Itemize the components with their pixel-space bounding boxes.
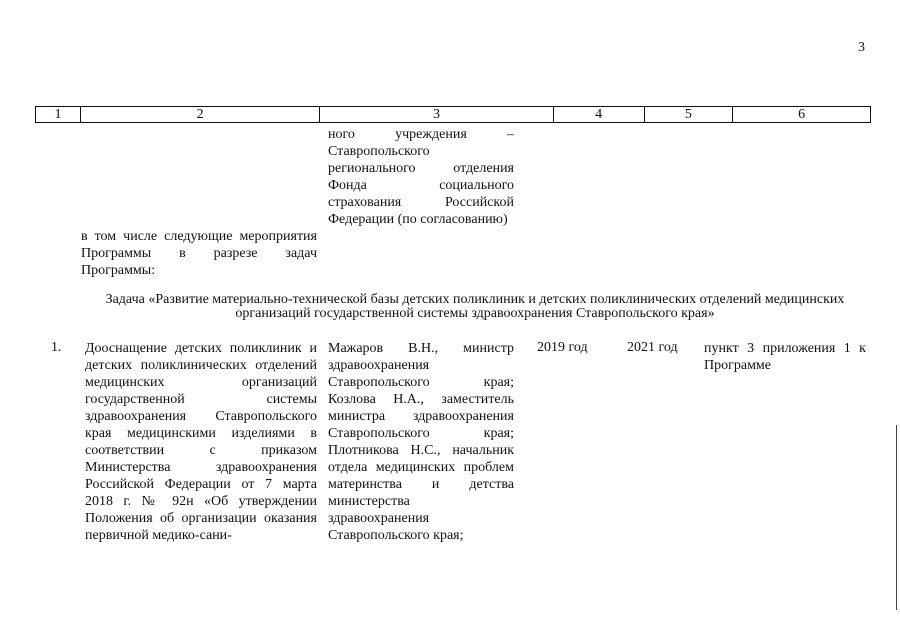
header-cell-2: 2 — [81, 107, 320, 122]
header-cell-3: 3 — [320, 107, 553, 122]
scan-edge-line — [896, 425, 897, 610]
continued-executor-text: ного учреждения – Ставропольского регионального отделения Фонда социального страхования Российской Федерации (по согласованию) — [328, 127, 514, 227]
row-end-year: 2021 год — [627, 340, 678, 355]
row-number: 1. — [51, 340, 62, 355]
header-cell-6: 6 — [798, 107, 806, 122]
row-start-year: 2019 год — [537, 340, 588, 355]
page-number: 3 — [858, 40, 865, 55]
table-header-row — [35, 106, 871, 123]
row-description: Дооснащение детских поликлиник и детских поликлинических отделений медицинских организаций государственной системы здравоохранения Ставропольского края медицинскими изделиями в соответствии с приказом Министерства здравоохранения Российской Федерации от 7 марта 2018 г. № 92н «Об утверждении Положения об организации оказания первичной медико-сани- — [85, 341, 317, 543]
header-cell-4: 4 — [554, 107, 645, 122]
including-measures-text: в том числе следующие мероприятия Программы в разрезе задач Программы: — [81, 229, 317, 278]
task-heading: Задача «Развитие материально-технической базы детских поликлиник и детских поликлинических отделений медицинских организаций государственной системы здравоохранения Ставропольского края» — [105, 292, 845, 321]
row-executors: Мажаров В.Н., министр здравоохранения Ставропольского края; Козлова Н.А., заместитель министра здравоохранения Ставропольского края; Плотникова Н.С., начальник отдела медицинских проблем материнства и детства министерства здравоохранения Ставропольского края; — [328, 341, 514, 543]
row-note: пункт 3 приложения 1 к Программе — [704, 341, 866, 373]
header-cell-1: 1 — [36, 107, 81, 122]
header-cell-5: 5 — [645, 107, 734, 122]
